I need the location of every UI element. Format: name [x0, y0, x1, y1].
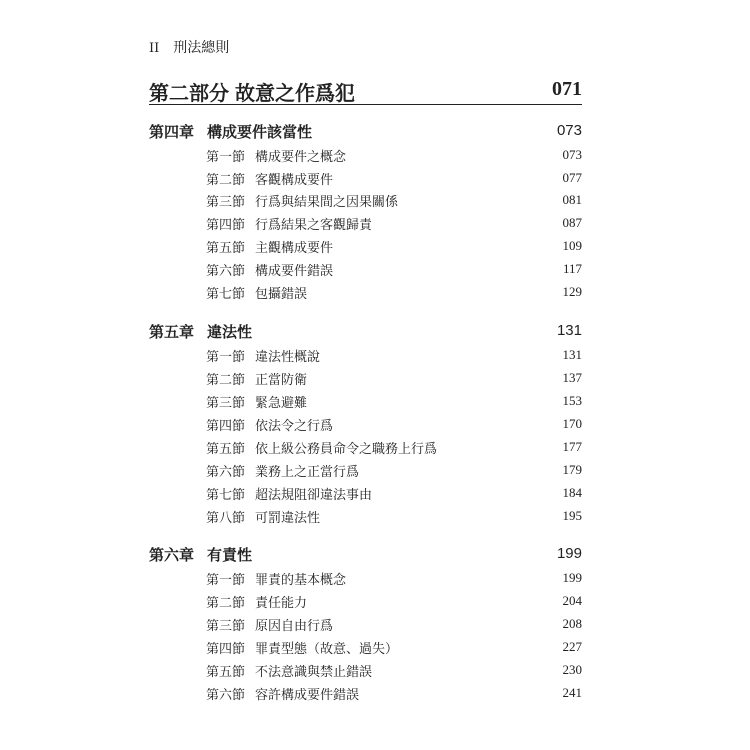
section-title: 依法令之行爲 — [255, 419, 334, 434]
chapter-entry[interactable] — [149, 121, 582, 143]
part-title: 故意之作爲犯 — [235, 81, 355, 105]
chapter-label: 第四章 — [149, 123, 195, 141]
section-page: 109 — [562, 238, 582, 253]
section-page: 204 — [562, 593, 582, 608]
section-label: 第三節 — [206, 195, 246, 210]
section-entry[interactable] — [149, 282, 582, 304]
section-label: 第七節 — [206, 287, 246, 302]
section-label: 第三節 — [206, 619, 246, 634]
section-page: 087 — [562, 215, 582, 230]
section-label: 第一節 — [206, 150, 246, 165]
section-title: 行爲結果之客觀歸責 — [255, 218, 373, 233]
section-page: 195 — [562, 508, 582, 523]
chapter-title: 構成要件該當性 — [207, 123, 313, 141]
section-label: 第四節 — [206, 218, 246, 233]
section-entry[interactable] — [149, 236, 582, 258]
section-page: 230 — [562, 662, 582, 677]
section-title: 罪責型態（故意、過失） — [255, 642, 399, 657]
section-title: 正當防衛 — [255, 373, 308, 388]
section-title: 行爲與結果間之因果關係 — [255, 195, 399, 210]
section-entry[interactable] — [149, 460, 582, 482]
section-title: 原因自由行爲 — [255, 619, 334, 634]
section-label: 第八節 — [206, 511, 246, 526]
section-title: 業務上之正當行爲 — [255, 465, 360, 480]
section-title: 依上級公務員命令之職務上行爲 — [255, 442, 438, 457]
section-entry[interactable] — [149, 391, 582, 413]
chapter-page: 131 — [556, 322, 582, 339]
section-page: 227 — [562, 639, 582, 654]
section-page: 153 — [562, 393, 582, 408]
chapter-entry[interactable] — [149, 321, 582, 343]
chapter-page: 199 — [556, 545, 582, 562]
section-entry[interactable] — [149, 190, 582, 212]
section-title: 主觀構成要件 — [255, 241, 334, 256]
chapter-entry[interactable] — [149, 544, 582, 566]
section-label: 第六節 — [206, 465, 246, 480]
section-entry[interactable] — [149, 213, 582, 235]
section-label: 第二節 — [206, 173, 246, 188]
section-page: 179 — [562, 462, 582, 477]
page-number-roman: II — [149, 41, 160, 56]
section-page: 208 — [562, 616, 582, 631]
section-label: 第五節 — [206, 665, 246, 680]
section-title: 構成要件錯誤 — [255, 264, 334, 279]
section-page: 073 — [562, 147, 582, 162]
section-page: 241 — [562, 685, 582, 700]
section-entry[interactable] — [149, 259, 582, 281]
section-label: 第四節 — [206, 642, 246, 657]
section-title: 可罰違法性 — [255, 511, 321, 526]
section-page: 184 — [562, 485, 582, 500]
section-title: 責任能力 — [255, 596, 308, 611]
section-entry[interactable] — [149, 660, 582, 682]
section-entry[interactable] — [149, 414, 582, 436]
part-heading[interactable] — [149, 76, 582, 105]
section-label: 第五節 — [206, 442, 246, 457]
section-label: 第一節 — [206, 573, 246, 588]
chapter-label: 第六章 — [149, 546, 195, 564]
section-entry[interactable] — [149, 345, 582, 367]
section-entry[interactable] — [149, 591, 582, 613]
section-label: 第三節 — [206, 396, 246, 411]
section-page: 131 — [562, 347, 582, 362]
section-entry[interactable] — [149, 506, 582, 528]
section-page: 117 — [562, 261, 582, 276]
section-title: 緊急避難 — [255, 396, 308, 411]
section-entry[interactable] — [149, 437, 582, 459]
section-page: 199 — [562, 570, 582, 585]
section-page: 177 — [562, 439, 582, 454]
section-page: 137 — [562, 370, 582, 385]
section-entry[interactable] — [149, 614, 582, 636]
section-title: 超法規阻卻違法事由 — [255, 488, 373, 503]
section-label: 第二節 — [206, 596, 246, 611]
section-title: 不法意識與禁止錯誤 — [255, 665, 373, 680]
section-label: 第五節 — [206, 241, 246, 256]
section-entry[interactable] — [149, 683, 582, 705]
book-title: 刑法總則 — [173, 40, 230, 56]
section-title: 違法性概說 — [255, 350, 321, 365]
section-page: 081 — [562, 192, 582, 207]
section-entry[interactable] — [149, 483, 582, 505]
section-entry[interactable] — [149, 637, 582, 659]
section-title: 構成要件之概念 — [255, 150, 347, 165]
section-title: 罪責的基本概念 — [255, 573, 347, 588]
chapter-label: 第五章 — [149, 323, 195, 341]
section-entry[interactable] — [149, 145, 582, 167]
chapter-title: 有責性 — [207, 546, 253, 564]
section-title: 包攝錯誤 — [255, 287, 308, 302]
section-entry[interactable] — [149, 568, 582, 590]
part-page: 071 — [552, 78, 582, 100]
section-label: 第四節 — [206, 419, 246, 434]
section-label: 第七節 — [206, 488, 246, 503]
section-page: 077 — [562, 170, 582, 185]
part-label: 第二部分 — [149, 81, 229, 105]
section-label: 第二節 — [206, 373, 246, 388]
chapter-title: 違法性 — [207, 323, 253, 341]
section-title: 客觀構成要件 — [255, 173, 334, 188]
section-page: 170 — [562, 416, 582, 431]
section-entry[interactable] — [149, 168, 582, 190]
section-title: 容許構成要件錯誤 — [255, 688, 360, 703]
chapter-page: 073 — [556, 122, 582, 139]
section-label: 第六節 — [206, 688, 246, 703]
section-label: 第六節 — [206, 264, 246, 279]
section-entry[interactable] — [149, 368, 582, 390]
section-page: 129 — [562, 284, 582, 299]
section-label: 第一節 — [206, 350, 246, 365]
running-head — [149, 37, 229, 55]
